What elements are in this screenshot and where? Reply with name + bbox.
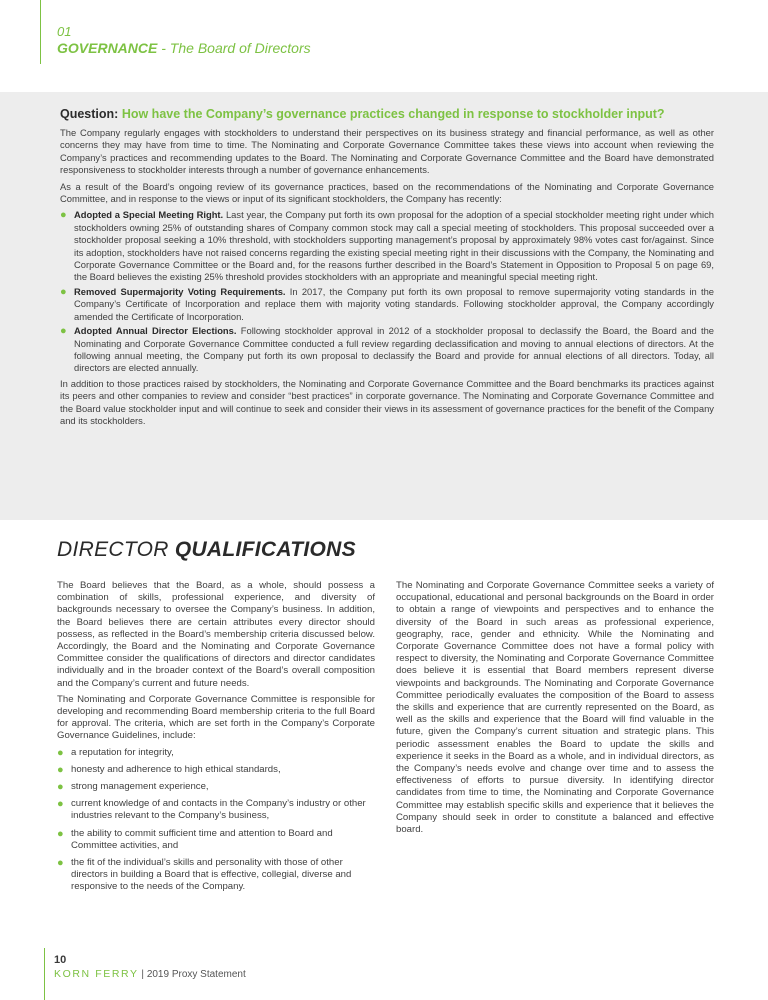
left-paragraph-1: The Board believes that the Board, as a whole, should possess a combination of skills, professional experience, and diversity of backgrounds necessary to oversee the Company’s business. In addition, the Board believes there are certain attributes every director should possess, as reflected in the Board’s membership criteria discussed below. Accordingly, the Board and the Nominating and Corporate Governance Committee consider the qualifications of directors and director candidates individually and in the broader context of the Board’s overall composition and the Company’s current and future needs. (57, 580, 375, 689)
section-title-bold: GOVERNANCE (57, 40, 158, 56)
list-item (57, 828, 375, 852)
bullet-icon: ● (60, 285, 67, 298)
list-item (57, 747, 375, 759)
bullet-text: Following stockholder approval in 2012 of a stockholder proposal to declassify the Board, the Board and the Nominating and Corporate Governance Committee conducted a full review regarding declassification and moving to annual elections of directors. At the following annual meeting, the Company put forth its own proposal to declassify the Board and provide for annual elections of all directors. Today, all directors are elected annually. (74, 325, 715, 374)
list-item (60, 286, 714, 323)
document-title: 2019 Proxy Statement (146, 969, 246, 980)
criteria-text: the fit of the individual’s skills and personality with those of other directors in building a Board that is effective, collegial, diverse and responsive to the needs of the Company. (71, 857, 352, 893)
criteria-text: honesty and adherence to high ethical standards, (71, 763, 281, 775)
criteria-list (57, 747, 375, 894)
left-paragraph-2: The Nominating and Corporate Governance Committee is responsible for developing and recommending Board membership criteria to the full Board for approval. The criteria, which are set forth in the Company’s Corporate Governance Guidelines, include: (57, 693, 375, 742)
question-panel (0, 92, 768, 520)
bullet-icon: ● (60, 209, 67, 222)
list-item (60, 209, 714, 283)
criteria-text: current knowledge of and contacts in the Company’s industry or other industries relevant to the Company’s business, (71, 798, 366, 822)
bullet-title: Removed Supermajority Voting Requirements. (74, 285, 286, 297)
bullet-icon: ● (57, 798, 64, 811)
bullet-title: Adopted Annual Director Elections. (74, 325, 237, 337)
bullet-icon: ● (57, 781, 64, 794)
governance-changes-list (60, 209, 714, 374)
list-item (60, 325, 714, 375)
bullet-title: Adopted a Special Meeting Right. (74, 209, 224, 221)
criteria-text: a reputation for integrity, (71, 746, 174, 758)
page-number: 10 (54, 954, 67, 966)
footer (54, 968, 246, 980)
heading-light: DIRECTOR (57, 538, 175, 561)
qa-paragraph-3: In addition to those practices raised by stockholders, the Nominating and Corporate Governance Committee and the Board benchmarks its practices against its peers and other companies to review and consider “best practices” in corporate governance. The Nominating and Corporate Governance Committee and the Board value stockholder input and will continue to seek and consider their views in its assessment of governance practices for the benefit of the Company and its stockholders. (60, 377, 714, 426)
footer-accent-rule (44, 948, 45, 1000)
bullet-text: Last year, the Company put forth its own proposal for the adoption of a special stockholder meeting right under which stockholders owning 25% of outstanding shares of Company common stock may call a special meeting of stockholders. This proposal succeeded over a stockholder proposal seeking a 10% threshold, with stockholders supporting management’s proposal by approximately 98% votes cast for/against. Since its adoption, stockholders have not raised concerns regarding the existing special meeting right in their discussions with the Company, the Nominating and Corporate Governance Committee or the Board and, for the reasons further described in the Board’s Statement in Opposition to Proposal 5 on page 69, the Board believes the existing 25% threshold provides stockholders with an appropriate and meaningful special meeting right. (74, 209, 714, 283)
left-column (57, 580, 375, 899)
section-number: 01 (57, 24, 72, 39)
question-line (60, 107, 714, 121)
bullet-icon: ● (57, 857, 64, 870)
list-item (57, 798, 375, 822)
section-title (57, 40, 311, 56)
bullet-icon: ● (57, 763, 64, 776)
right-paragraph: The Nominating and Corporate Governance Committee seeks a variety of occupational, educational and personal backgrounds on the Board in order to obtain a range of viewpoints and perspectives and to enhance the diversity of the Board in such areas as professional experience, geography, race, gender and ethnicity. While the Nominating and Corporate Governance Committee does not have a formal policy with respect to diversity, the Nominating and Corporate Governance Committee does believe it is essential that Board members represent diverse viewpoints and backgrounds. The Nominating and Corporate Governance Committee periodically evaluates the composition of the Board to assess the skills and experience that are currently represented on the Board, as well as the skills and experience that the Board will find valuable in the future, given the Company’s current situation and strategic plans. This periodic assessment enables the Board to update the skills and experience it seeks in the Board as a whole, and in individual directors, as the Company’s needs evolve and change over time and to assess the effectiveness of efforts to pursue diversity. In identifying director candidates from time to time, the Nominating and Corporate Governance Committee may establish specific skills and experience that it believes the Company should seek in order to constitute a balanced and effective board. (396, 580, 714, 836)
bullet-icon: ● (57, 827, 64, 840)
list-item (57, 781, 375, 793)
bullet-icon: ● (57, 746, 64, 759)
footer-separator: | (138, 969, 147, 980)
section-title-rest: - The Board of Directors (157, 40, 311, 56)
question-panel-content (60, 107, 714, 431)
bullet-text: In 2017, the Company put forth its own proposal to remove supermajority voting standards in the Company’s Certificate of Incorporation and replace them with majority voting standards. Following stockholder approval, the Company accordingly amended the Certificate of Incorporation. (74, 285, 714, 322)
right-column (396, 580, 714, 840)
criteria-text: strong management experience, (71, 781, 209, 793)
brand-logo: KORN FERRY (54, 968, 139, 980)
bullet-icon: ● (60, 325, 67, 338)
question-text: How have the Company’s governance practices changed in response to stockholder input? (121, 107, 665, 121)
criteria-text: the ability to commit sufficient time and attention to Board and Committee activities, and (71, 827, 333, 851)
header-accent-rule (40, 0, 41, 64)
director-qualifications-heading (57, 538, 356, 562)
qa-paragraph-1: The Company regularly engages with stockholders to understand their perspectives on its business strategy and financial performance, as well as other concerns they may have from time to time. The Nominating and Corporate Governance Committee takes these views into account when reviewing the Company’s practices and recommending updates to the Board. The Nominating and Corporate Governance Committee and the Board have demonstrated responsiveness to stockholder interests through a number of governance enhancements. (60, 127, 714, 176)
list-item (57, 764, 375, 776)
heading-bold: QUALIFICATIONS (174, 538, 356, 561)
question-label: Question: (60, 107, 119, 121)
qa-paragraph-2: As a result of the Board’s ongoing review of its governance practices, based on the recommendations of the Nominating and Corporate Governance Committee, and in response to the views or input of its significant stockholders, the Company has recently: (60, 180, 714, 205)
list-item (57, 857, 375, 894)
